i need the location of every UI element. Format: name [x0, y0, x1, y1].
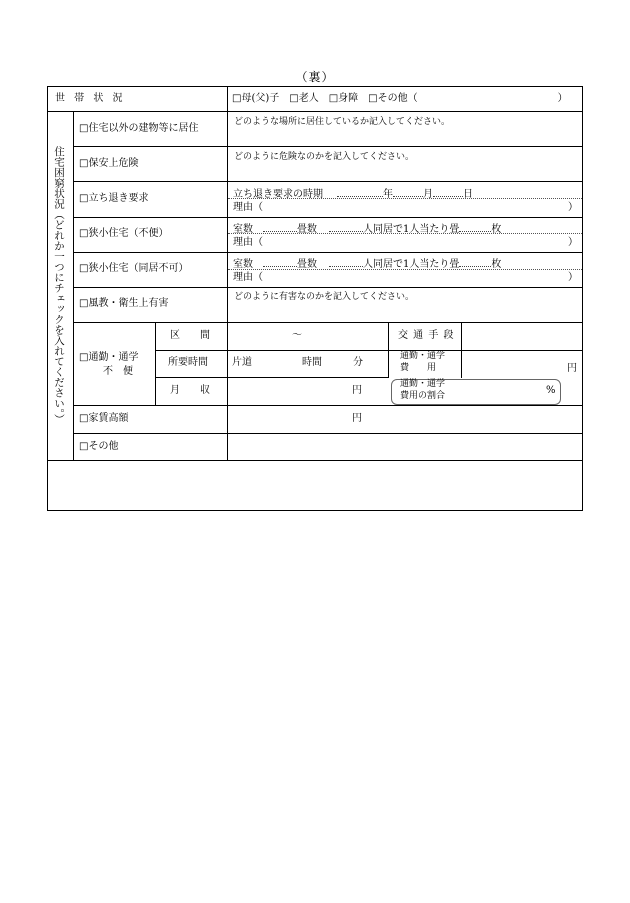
ratio-percent: % — [546, 385, 556, 396]
tatami-label: 畳数 — [297, 224, 317, 235]
rent-label[interactable]: □家賃高額 — [79, 413, 129, 424]
rooms-label: 室数 — [233, 259, 253, 270]
section-label: 区 間 — [170, 330, 210, 341]
cost-label-1: 通勤・通学 — [400, 351, 446, 361]
ratio-label-1: 通勤・通学 — [400, 379, 446, 389]
page-title: （裏） — [295, 70, 335, 84]
commute-label-2: 不 便 — [103, 366, 133, 377]
eviction-date-line — [233, 187, 473, 200]
small-inconvenient-close: ） — [568, 237, 578, 248]
row-harmful-detail: どのように有害なのかを記入してください。 — [234, 292, 415, 302]
ratio-label-2: 費用の割合 — [400, 391, 446, 401]
row-non-residential-detail: どのような場所に居住しているか記入してください。 — [234, 117, 451, 127]
hours-label: 時間 — [302, 357, 322, 368]
small-inconvenient-reason: 理由（ — [233, 237, 263, 248]
row-small-inconvenient-label[interactable]: □狭小住宅（不便） — [79, 228, 169, 239]
minutes-label: 分 — [353, 357, 363, 368]
row-danger-detail: どのように危険なのかを記入してください。 — [234, 152, 415, 162]
rent-yen: 円 — [352, 413, 362, 424]
unit-label: 枚 — [491, 224, 502, 235]
rooms-label: 室数 — [233, 224, 253, 235]
year-label: 年 — [383, 189, 393, 200]
transport-label: 交 通 手 段 — [398, 330, 455, 341]
per-person-label: 人同居で1人当たり畳 — [363, 259, 460, 270]
income-yen: 円 — [352, 385, 362, 396]
month-label: 月 — [423, 189, 433, 200]
small-inconvenient-line — [233, 222, 501, 235]
unit-label: 枚 — [491, 259, 502, 270]
row-eviction-label[interactable]: □立ち退き要求 — [79, 193, 149, 204]
commute-label-1[interactable]: □通勤・通学 — [79, 352, 139, 363]
row-danger-label[interactable]: □保安上危険 — [79, 158, 139, 169]
tatami-label: 畳数 — [297, 259, 317, 270]
row-harmful-label[interactable]: □風教・衛生上有害 — [79, 298, 169, 309]
small-no-cohabit-close: ） — [568, 272, 578, 283]
household-options[interactable]: □母(父)子 □老人 □身障 □その他（ ） — [232, 93, 568, 104]
eviction-reason-close: ） — [568, 202, 578, 213]
small-no-cohabit-reason: 理由（ — [233, 272, 263, 283]
row-non-residential-label[interactable]: □住宅以外の建物等に居住 — [79, 123, 199, 134]
small-no-cohabit-line — [233, 257, 501, 270]
other-label[interactable]: □その他 — [79, 441, 119, 452]
day-label: 日 — [463, 189, 473, 200]
per-person-label: 人同居で1人当たり畳 — [363, 224, 460, 235]
oneway-label: 片道 — [232, 357, 252, 368]
eviction-date-label: 立ち退き要求の時期 — [233, 189, 323, 200]
notes-area[interactable] — [48, 461, 582, 510]
household-label: 世 帯 状 況 — [55, 93, 126, 104]
row-small-no-cohabit-label[interactable]: □狭小住宅（同居不可） — [79, 263, 189, 274]
cost-yen: 円 — [567, 363, 577, 374]
section-tilde: ～ — [292, 330, 302, 341]
income-label: 月 収 — [170, 385, 210, 396]
eviction-reason-label: 理由（ — [233, 202, 263, 213]
cost-label-2: 費 用 — [400, 363, 437, 373]
time-label: 所要時間 — [168, 357, 208, 368]
housing-side-label: 住宅困窮状況（どれか一つにチェックを入れてください。） — [53, 146, 66, 425]
